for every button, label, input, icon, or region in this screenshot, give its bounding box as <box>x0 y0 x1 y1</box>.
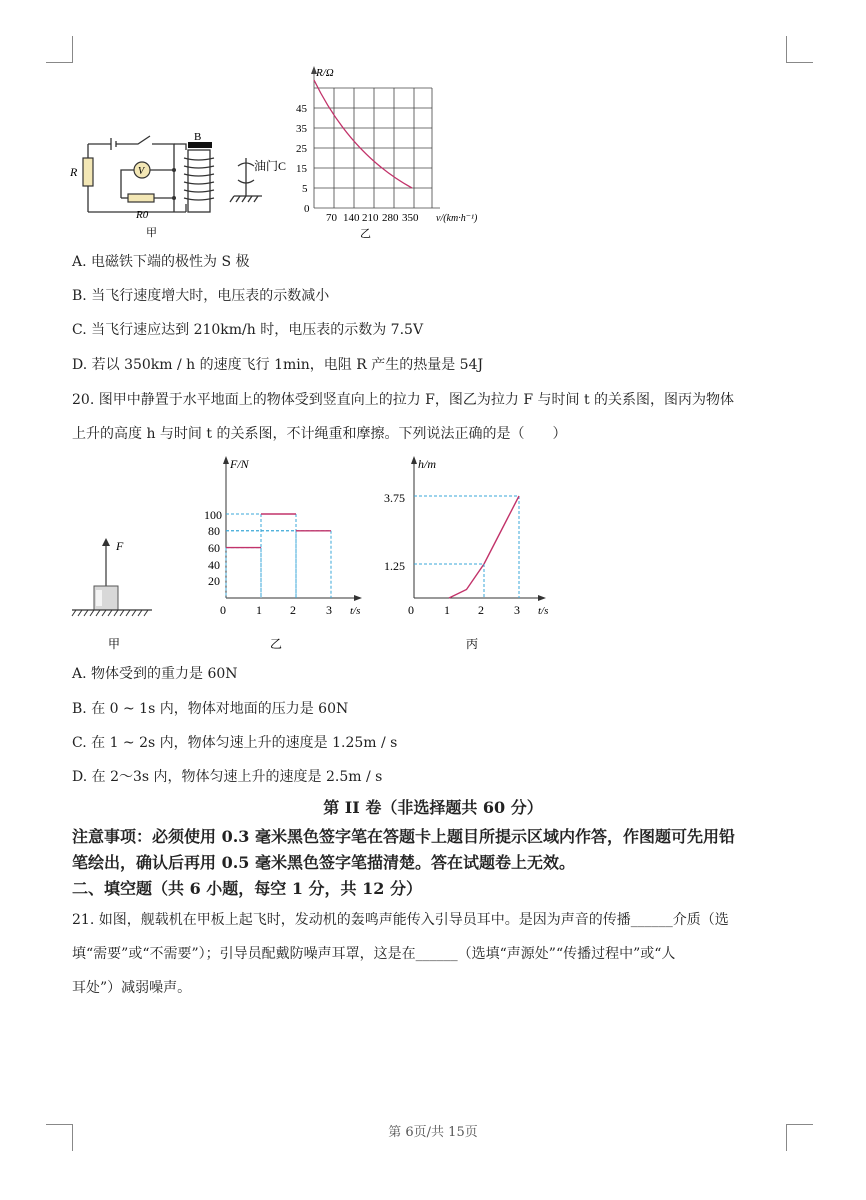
figure-height-graph <box>380 452 560 657</box>
crop-mark-top-right <box>786 36 813 63</box>
caption-yi-mid: 乙 <box>270 637 283 651</box>
series-line-0 <box>449 496 519 598</box>
height-ytick-3.75: 3.75 <box>384 491 405 505</box>
q20-option-a: A. 物体受到的重力是 60N <box>72 666 238 682</box>
crop-mark-top-left <box>46 36 73 63</box>
block-diagram <box>68 530 158 655</box>
force-xtick-0: 0 <box>220 603 226 617</box>
figure-circuit <box>66 128 296 238</box>
ytick-35: 35 <box>296 123 307 135</box>
ytick-5: 5 <box>302 183 308 195</box>
q19-option-b: B. 当飞行速度增大时，电压表的示数减小 <box>72 288 330 304</box>
force-ytick-60: 60 <box>208 541 220 555</box>
label-R0: R0 <box>136 209 149 221</box>
xtick-350: 350 <box>402 212 419 224</box>
xtick-280: 280 <box>382 212 399 224</box>
height-ytick-1.25: 1.25 <box>384 559 405 573</box>
section2-notice-line2: 笔绘出，确认后再用 0.5 毫米黑色签字笔描清楚。答在试题卷上无效。 <box>72 853 575 872</box>
force-time-chart <box>196 452 376 657</box>
force-xtick-2: 2 <box>290 603 296 617</box>
graph-xlabel: v/(km·h⁻¹) <box>436 213 478 224</box>
caption-yi-top: 乙 <box>360 228 371 240</box>
resistance-graph <box>290 62 500 242</box>
ytick-45: 45 <box>296 103 307 115</box>
label-B: B <box>194 131 202 143</box>
figure-block <box>68 530 158 655</box>
force-ytick-100: 100 <box>204 508 222 522</box>
height-ylabel: h/m <box>418 457 436 471</box>
q20-stem-line2: 上升的高度 h 与时间 t 的关系图，不计绳重和摩擦。下列说法正确的是（ ） <box>72 426 567 442</box>
height-xtick-3: 3 <box>514 603 520 617</box>
force-ylabel: F/N <box>230 457 249 471</box>
q19-option-c: C. 当飞行速应达到 210km/h 时，电压表的示数为 7.5V <box>72 322 424 338</box>
caption-jia-mid: 甲 <box>108 637 121 651</box>
force-xtick-1: 1 <box>256 603 262 617</box>
q21-line2: 填“需要”或“不需要”）；引导员配戴防噪声耳罩，这是在______（选填“声源处”“传播过程中”或“人 <box>72 946 676 962</box>
height-xlabel: t/s <box>538 605 549 617</box>
q21-line1: 21. 如图，舰载机在甲板上起飞时，发动机的轰鸣声能传入引导员耳中。是因为声音的传播______介质（选 <box>72 912 729 928</box>
label-valve: 油门C <box>254 159 287 173</box>
q19-option-a: A. 电磁铁下端的极性为 S 极 <box>72 254 250 270</box>
force-ytick-20: 20 <box>208 574 220 588</box>
force-ytick-80: 80 <box>208 524 220 538</box>
label-F: F <box>116 539 124 553</box>
fill-blank-heading: 二、填空题（共 6 小题，每空 1 分，共 12 分） <box>72 879 422 898</box>
ytick-25: 25 <box>296 143 307 155</box>
q20-option-c: C. 在 1 ~ 2s 内，物体匀速上升的速度是 1.25m / s <box>72 735 398 751</box>
section2-notice-line1: 注意事项：必须使用 0.3 毫米黑色签字笔在答题卡上题目所提示区域内作答，作图题可先用铅 <box>72 827 735 846</box>
height-xtick-0: 0 <box>408 603 414 617</box>
height-xtick-2: 2 <box>478 603 484 617</box>
resistance-curve <box>314 80 412 188</box>
circuit-diagram <box>66 128 296 238</box>
caption-bing-mid: 丙 <box>466 637 479 651</box>
graph-ylabel: R/Ω <box>316 67 334 79</box>
force-xtick-3: 3 <box>326 603 332 617</box>
force-xlabel: t/s <box>350 605 361 617</box>
label-R: R <box>70 165 78 179</box>
page-number: 第 6页/共 15页 <box>388 1125 478 1140</box>
section2-title: 第 II 卷（非选择题共 60 分） <box>323 798 543 817</box>
q20-stem-line1: 20. 图甲中静置于水平地面上的物体受到竖直向上的拉力 F，图乙为拉力 F 与时间 t 的关系图，图丙为物体 <box>72 392 735 408</box>
q20-option-d: D. 在 2～3s 内，物体匀速上升的速度是 2.5m / s <box>72 769 383 785</box>
xtick-140: 140 <box>343 212 360 224</box>
label-V: V <box>138 166 145 177</box>
caption-jia-top: 甲 <box>146 227 157 238</box>
height-time-chart <box>380 452 560 657</box>
ytick-0: 0 <box>304 203 310 215</box>
xtick-70: 70 <box>326 212 337 224</box>
q21-line3: 耳处”）减弱噪声。 <box>72 980 192 996</box>
figure-force-graph <box>196 452 376 657</box>
q20-option-b: B. 在 0 ~ 1s 内，物体对地面的压力是 60N <box>72 701 349 717</box>
ytick-15: 15 <box>296 163 307 175</box>
force-ytick-40: 40 <box>208 558 220 572</box>
height-xtick-1: 1 <box>444 603 450 617</box>
xtick-210: 210 <box>362 212 379 224</box>
q19-option-d: D. 若以 350km / h 的速度飞行 1min，电阻 R 产生的热量是 54J <box>72 357 484 373</box>
figure-resistance-graph <box>290 62 500 242</box>
